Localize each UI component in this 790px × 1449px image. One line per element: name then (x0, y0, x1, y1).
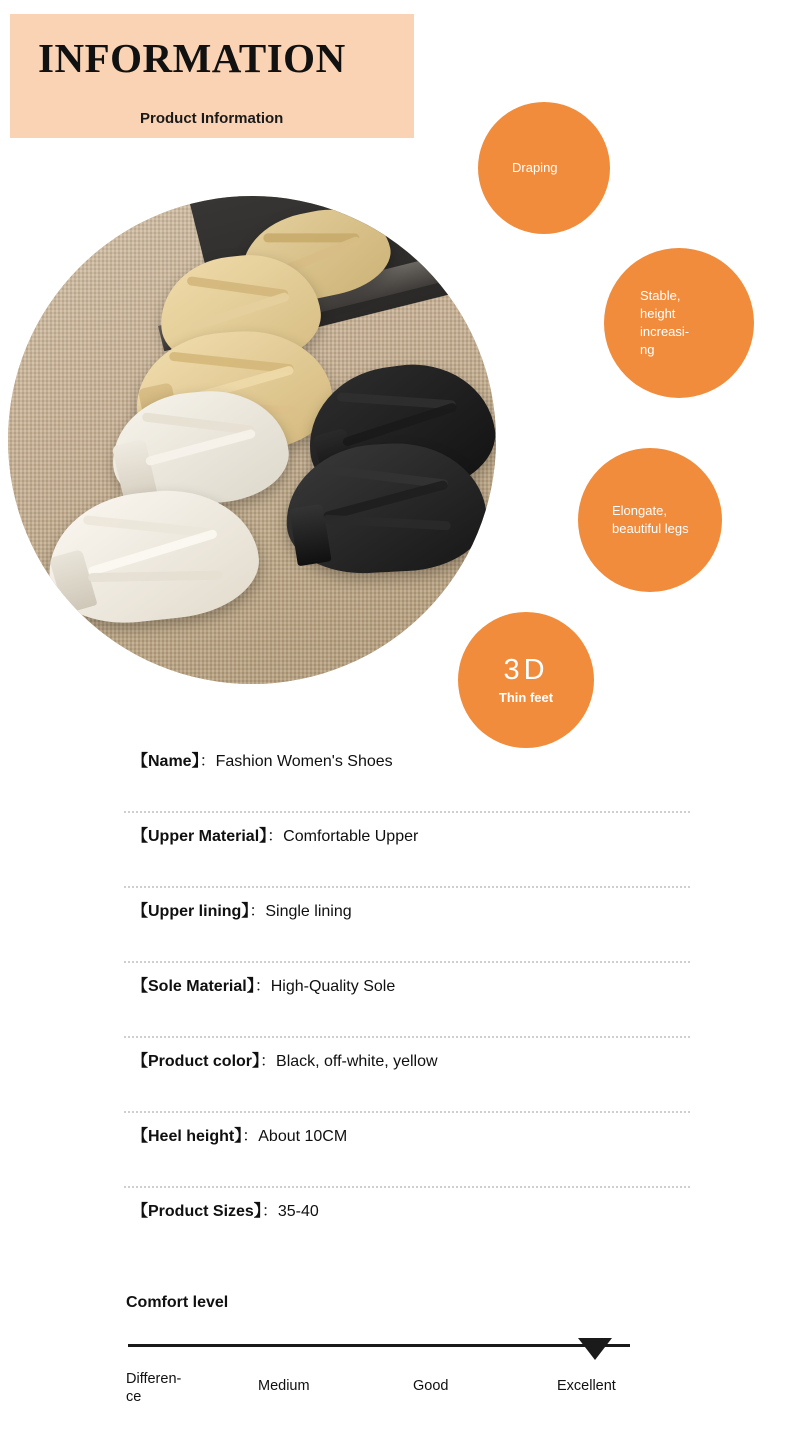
header-banner (10, 14, 414, 138)
feature-bubble-stable (604, 248, 754, 398)
spec-text (132, 748, 393, 771)
spec-row (124, 888, 690, 963)
spec-label: 【Sole Material】 (132, 978, 255, 995)
spec-text (132, 1123, 347, 1146)
spec-label: 【Upper Material】 (132, 828, 268, 845)
spec-row (124, 1113, 690, 1188)
spec-value: ：35-40 (261, 1203, 319, 1220)
spec-text (132, 1048, 438, 1071)
spec-text (132, 823, 418, 846)
shoe-straps (81, 496, 224, 599)
spec-value: ：Fashion Women's Shoes (199, 753, 393, 770)
spec-row (124, 813, 690, 888)
spec-row (124, 1188, 690, 1263)
feature-bubble-label: Elongate, beautiful legs (612, 503, 689, 536)
spec-value: ：Single lining (249, 903, 352, 920)
comfort-level-labels (120, 1368, 680, 1412)
spec-label: 【Product Sizes】 (132, 1203, 262, 1220)
spec-row (124, 738, 690, 813)
spec-value: ：Comfortable Upper (267, 828, 419, 845)
comfort-label-difference: Differen-ce (126, 1371, 182, 1406)
spec-label: 【Heel height】 (132, 1128, 243, 1145)
feature-bubble-3d (458, 612, 594, 748)
shoe-straps (319, 451, 452, 547)
spec-label: 【Product color】 (132, 1053, 261, 1070)
spec-value: ：Black, off-white, yellow (260, 1053, 438, 1070)
shoe-straps (140, 396, 259, 484)
product-photo (8, 196, 496, 684)
feature-bubble-elongate (578, 448, 722, 592)
comfort-label-medium: Medium (258, 1378, 310, 1394)
spec-text (132, 973, 395, 996)
feature-bubble-label: Thin feet (498, 690, 554, 706)
feature-bubble-draping (478, 102, 610, 234)
spec-label: 【Name】 (132, 753, 200, 770)
spec-text (132, 898, 352, 921)
feature-bubble-label: Draping (512, 160, 558, 176)
page-subtitle: Product Information (140, 110, 284, 127)
spec-value: ：High-Quality Sole (254, 978, 396, 995)
spec-label: 【Upper lining】 (132, 903, 250, 920)
product-spec-list (124, 738, 690, 1263)
spec-row (124, 963, 690, 1038)
feature-bubble-label: Stable, height increasi-ng (640, 288, 690, 357)
comfort-level-pointer (578, 1338, 612, 1360)
comfort-label-excellent: Excellent (557, 1378, 616, 1394)
spec-row (124, 1038, 690, 1113)
comfort-level-bar (128, 1344, 630, 1347)
product-photo-scene (8, 196, 496, 684)
feature-bubble-headline: 3D (503, 653, 549, 686)
page-title: INFORMATION (38, 35, 346, 81)
spec-text (132, 1198, 319, 1221)
comfort-level-title: Comfort level (126, 1294, 229, 1311)
spec-value: ：About 10CM (242, 1128, 348, 1145)
comfort-label-good: Good (413, 1378, 449, 1394)
